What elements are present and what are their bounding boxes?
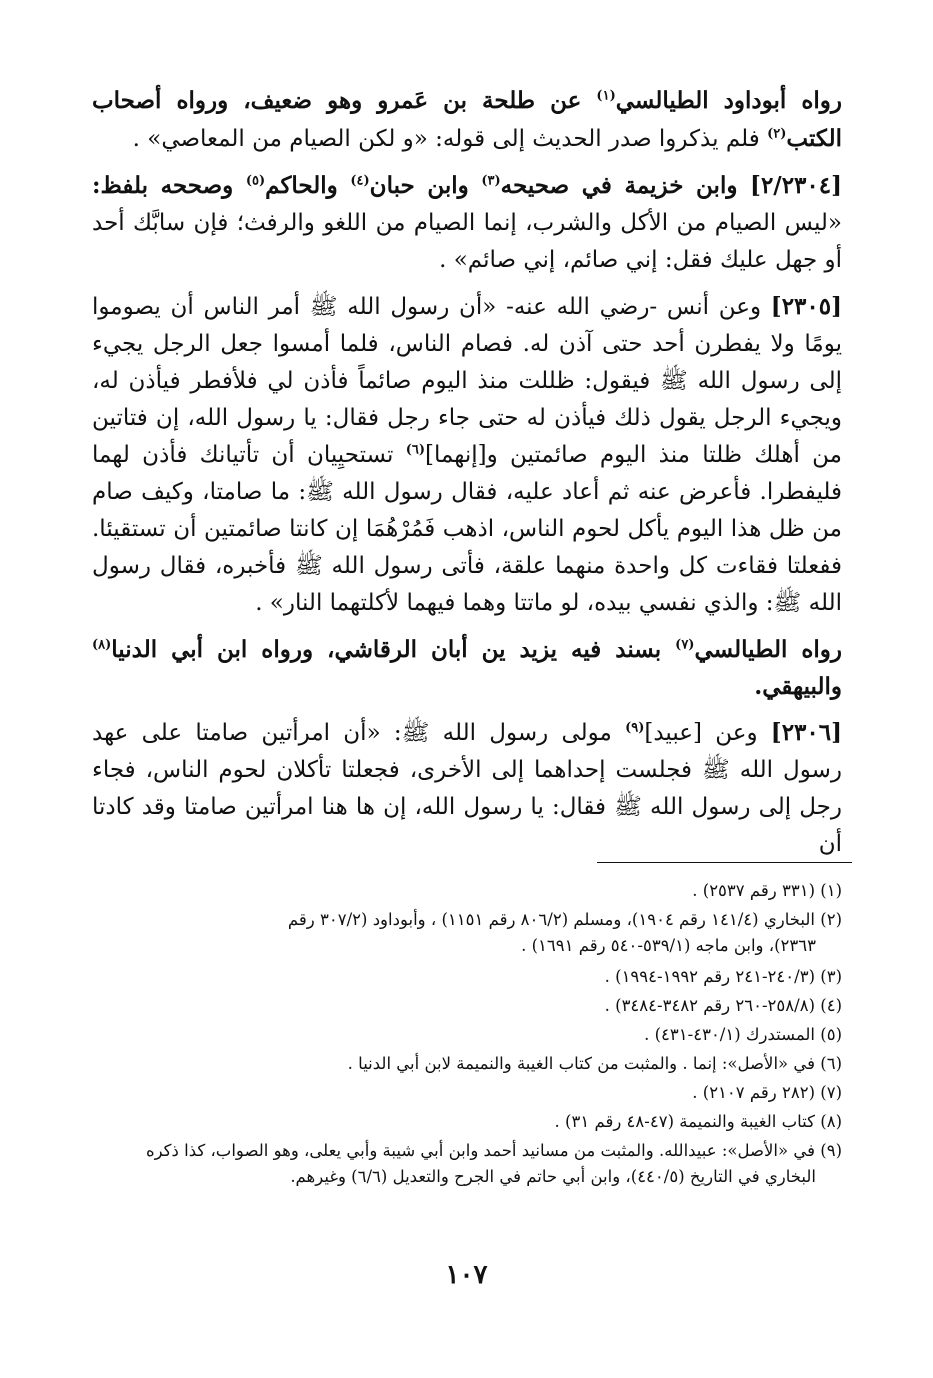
footnotes bbox=[92, 876, 842, 1193]
text-run: فلم يذكروا صدر الحديث إلى قوله: «و لكن الصيام من المعاصي» . bbox=[132, 126, 768, 152]
text-run: [٢/٢٣٠٤] وابن خزيمة في صحيحه bbox=[500, 172, 843, 199]
footnote-text: (٥) المستدرك (٤٣٠/١-٤٣١) . bbox=[644, 1025, 842, 1044]
main-text bbox=[92, 82, 842, 872]
text-run: بسند فيه يزيد ين أبان الرقاشي، ورواه ابن أبي الدنيا bbox=[111, 636, 676, 663]
text-run: رواه أبوداود الطيالسي bbox=[615, 87, 842, 114]
footnote-text: (٧) (٢٨٢ رقم ٢١٠٧) . bbox=[692, 1083, 842, 1102]
footnote-ref-2[interactable]: (٢) bbox=[767, 126, 787, 142]
footnote-ref-3[interactable]: (٣) bbox=[481, 173, 501, 189]
text-run: وصححه بلفظ: bbox=[92, 172, 246, 199]
paragraph-3 bbox=[92, 288, 842, 622]
footnote-3 bbox=[92, 962, 842, 991]
footnote-text: (٨) كتاب الغيبة والنميمة (٤٧-٤٨ رقم ٣١) . bbox=[554, 1112, 842, 1131]
text-run: والبيهقي. bbox=[754, 673, 842, 700]
footnote-6 bbox=[92, 1049, 842, 1078]
text-run: وعن أنس -رضي الله عنه- «أن رسول الله ﷺ أمر الناس أن يصوموا يومًا ولا يفطرن أحد حتى آذن له. فصام الناس، فلما أمسوا جعل الرجل يجيء إلى رسول الله ﷺ فيقول: ظللت منذ اليوم صائماً فأذن لي فلأفطر فيأذن له، ويجيء الرجل يقول ذلك فيأذن له حتى جاء رجل فقال: يا رسول الله، إن فتاتين من أهلك ظلتا منذ اليوم صائمتين و[إنهما] bbox=[92, 294, 842, 468]
text-run: والحاكم bbox=[265, 172, 351, 199]
footnote-text: (٤) (٢٥٨/٨-٢٦٠ رقم ٣٤٨٢-٣٤٨٤) . bbox=[604, 996, 842, 1015]
footnote-ref-9[interactable]: (٩) bbox=[625, 720, 645, 736]
footnote-5 bbox=[92, 1020, 842, 1049]
paragraph-5 bbox=[92, 714, 842, 863]
footnote-7 bbox=[92, 1078, 842, 1107]
footnote-4 bbox=[92, 991, 842, 1020]
paragraph-2 bbox=[92, 167, 842, 279]
footnote-ref-5[interactable]: (٥) bbox=[245, 173, 266, 189]
footnote-text: (٣) (٢٤٠/٣-٢٤١ رقم ١٩٩٢-١٩٩٤) . bbox=[604, 967, 842, 986]
footnote-ref-1[interactable]: (١) bbox=[596, 88, 616, 104]
footnote-ref-7[interactable]: (٧) bbox=[675, 637, 695, 653]
paragraph-4 bbox=[92, 631, 842, 705]
hadith-number: [٢٣٠٥] bbox=[770, 293, 842, 320]
text-run: «ليس الصيام من الأكل والشرب، إنما الصيام من اللغو والرفث؛ فإن سابَّك أحد أو جهل عليك فقل: إني صائم، إني صائم» . bbox=[92, 210, 842, 273]
footnote-continuation: البخاري في التاريخ (٤٤٠/٥)، وابن أبي حاتم في الجرح والتعديل (٦/٦) وغيرهم. bbox=[290, 1167, 816, 1186]
footnote-text: (٢) البخاري (١٤١/٤ رقم ١٩٠٤)، ومسلم (٨٠٦/٢ رقم ١١٥١) ، وأبوداود (٣٠٧/٢ رقم bbox=[287, 910, 842, 929]
footnote-divider bbox=[597, 862, 852, 863]
footnote-9 bbox=[92, 1136, 842, 1189]
hadith-number: [٢٣٠٦] bbox=[770, 719, 842, 746]
footnote-2 bbox=[92, 905, 842, 958]
text-run: مولى رسول الله ﷺ: «أن امرأتين صامتا على عهد رسول الله ﷺ فجلست إحداهما إلى الأخرى، فجعلتا تأكلان لحوم الناس، فجاء رجل إلى رسول الله ﷺ فقال: يا رسول الله، إن ها هنا امرأتين صامتا وقد كادتا أن bbox=[92, 720, 842, 857]
paragraph-1 bbox=[92, 82, 842, 158]
page-number: ١٠٧ bbox=[445, 1260, 488, 1290]
footnote-text: (١) (٣٣١ رقم ٢٥٣٧) . bbox=[692, 881, 842, 900]
footnote-ref-8[interactable]: (٨) bbox=[92, 637, 112, 653]
footnote-continuation: ٢٣٦٣)، وابن ماجه (٥٣٩/١-٥٤٠ رقم ١٦٩١) . bbox=[521, 936, 816, 955]
footnote-8 bbox=[92, 1107, 842, 1136]
text-run: تستحيِيان أن تأتيانك فأذن لهما فليفطرا. فأعرض عنه ثم أعاد عليه، فقال رسول الله ﷺ: ما صامتا، وكيف صام من ظل هذا اليوم يأكل لحوم الناس، اذهب فَمُرْهُمَا إن كانتا صائمتين أن تستقيئا. ففعلتا فقاءت كل واحدة منهما علقة، فأتى رسول الله ﷺ فأخبره، فقال رسول الله ﷺ: والذي نفسي بيده، لو ماتتا وهما فيهما لأكلتهما النار» . bbox=[92, 442, 842, 616]
text-run: وابن حبان bbox=[369, 172, 482, 199]
text-run: عن طلحة بن عَمرو وهو ضعيف، ورواه أصحاب الكتب bbox=[92, 87, 842, 152]
footnote-text: (٦) في «الأصل»: إنما . والمثبت من كتاب الغيبة والنميمة لابن أبي الدنيا . bbox=[347, 1054, 842, 1073]
footnote-ref-6[interactable]: (٦) bbox=[405, 442, 425, 458]
footnote-text: (٩) في «الأصل»: عبيدالله. والمثبت من مسانيد أحمد وابن أبي شيبة وأبي يعلى، وهو الصواب، كذا ذكره bbox=[145, 1141, 842, 1160]
text-run: رواه الطيالسي bbox=[694, 636, 842, 663]
footnote-ref-4[interactable]: (٤) bbox=[350, 173, 370, 189]
footnote-1 bbox=[92, 876, 842, 905]
text-run: وعن [عبيد] bbox=[644, 720, 771, 746]
